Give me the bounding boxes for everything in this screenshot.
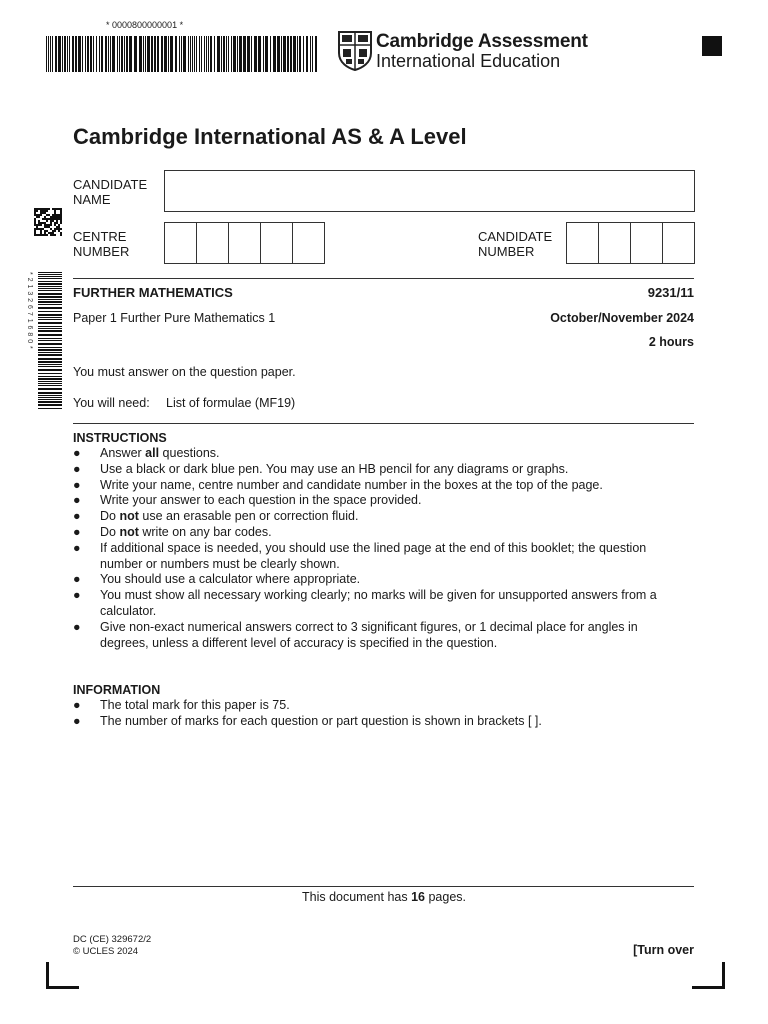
list-item [73, 572, 688, 588]
page-count-number: 16 [411, 890, 425, 904]
item-text: The number of marks for each question or part question is shown in brackets [ ]. [100, 713, 542, 728]
list-item [73, 462, 688, 478]
bullet-icon: ● [73, 493, 81, 508]
item-text: You must show all necessary working clearly; no marks will be given for unsupported answers from a calculator. [100, 588, 657, 618]
label-line: CANDIDATE [73, 177, 148, 192]
exam-duration: 2 hours [648, 335, 694, 349]
bullet-icon: ● [73, 588, 81, 603]
centre-number-boxes[interactable] [164, 222, 325, 264]
bullet-icon: ● [73, 461, 81, 476]
instructions-heading: INSTRUCTIONS [73, 431, 167, 445]
item-text: You should use a calculator where appropriate. [100, 572, 361, 587]
logo-line-1: Cambridge Assessment [376, 31, 588, 52]
bullet-icon: ● [73, 619, 81, 634]
bullet-icon: ● [73, 446, 81, 460]
information-list [73, 698, 688, 730]
list-item [73, 588, 688, 620]
emphasis: not [119, 509, 139, 524]
subject-name: FURTHER MATHEMATICS [73, 285, 233, 300]
digit-box[interactable] [663, 223, 694, 263]
information-section [73, 683, 688, 730]
side-code-text: * 2 1 3 2 6 7 1 6 8 0 * [26, 272, 33, 350]
need-label: You will need: [73, 396, 150, 410]
answer-note: You must answer on the question paper. [73, 365, 296, 379]
item-text: Answer [100, 446, 146, 460]
digit-box[interactable] [567, 223, 599, 263]
instructions-section [73, 431, 688, 651]
bullet-icon: ● [73, 524, 81, 539]
list-item [73, 478, 688, 494]
item-text: If additional space is needed, you should use the lined page at the end of this booklet; the question number or numbers must be clearly shown. [100, 540, 647, 571]
candidate-name-label [73, 177, 147, 207]
page-count-pre: This document has [301, 890, 412, 904]
digit-box[interactable] [599, 223, 631, 263]
divider [73, 278, 694, 279]
top-barcode [46, 36, 320, 72]
bullet-icon: ● [73, 698, 81, 712]
centre-number-label [73, 229, 129, 259]
registration-mark [702, 36, 722, 56]
turn-over: [Turn over [633, 943, 694, 957]
emphasis: all [145, 446, 160, 460]
instructions-list [73, 446, 688, 651]
footer-divider [73, 886, 694, 887]
list-item [73, 620, 688, 652]
item-text: Do [100, 524, 120, 539]
label-line: CENTRE [73, 229, 127, 244]
digit-box[interactable] [197, 223, 229, 263]
information-heading: INFORMATION [73, 683, 161, 697]
bullet-icon: ● [73, 477, 81, 492]
page-count-post: pages. [424, 890, 466, 904]
label-line: NAME [73, 192, 111, 207]
candidate-number-boxes[interactable] [566, 222, 695, 264]
list-item [73, 525, 688, 541]
side-barcode [30, 272, 62, 412]
item-text: Use a black or dark blue pen. You may use an HB pencil for any diagrams or graphs. [100, 461, 569, 476]
list-item [73, 698, 688, 714]
item-text: Give non-exact numerical answers correct to 3 significant figures, or 1 decimal place for angles in degrees, unless a different level of accuracy is specified in the question. [100, 619, 638, 650]
barcode-id: * 0000800000001 * [106, 20, 184, 30]
doc-code: DC (CE) 329672/2 [73, 934, 152, 945]
registration-corner-right [692, 962, 725, 989]
item-text: write on any bar codes. [138, 524, 272, 539]
label-line: NUMBER [73, 244, 130, 259]
list-item [73, 541, 688, 573]
item-text: questions. [159, 446, 220, 460]
digit-box[interactable] [293, 223, 324, 263]
item-text: The total mark for this paper is 75. [100, 698, 290, 712]
digit-box[interactable] [261, 223, 293, 263]
item-text: Write your name, centre number and candidate number in the boxes at the top of the page. [100, 477, 603, 492]
candidate-name-box[interactable] [164, 170, 695, 212]
exam-session: October/November 2024 [550, 311, 694, 325]
divider [73, 423, 694, 424]
qr-code [34, 208, 62, 236]
bullet-icon: ● [73, 572, 81, 587]
list-item [73, 493, 688, 509]
label-line: NUMBER [478, 244, 535, 259]
page-title: Cambridge International AS & A Level [73, 124, 467, 149]
label-line: CANDIDATE [478, 229, 553, 244]
cambridge-crest-logo [338, 31, 372, 71]
digit-box[interactable] [229, 223, 261, 263]
copyright: © UCLES 2024 [73, 946, 139, 957]
list-item [73, 446, 688, 462]
bullet-icon: ● [73, 713, 81, 728]
list-item [73, 509, 688, 525]
need-item: List of formulae (MF19) [166, 396, 296, 410]
logo-line-2: International Education [376, 51, 561, 71]
registration-corner-left [46, 962, 79, 989]
digit-box[interactable] [165, 223, 197, 263]
candidate-number-label [478, 229, 552, 259]
item-text: Do [100, 509, 120, 524]
item-text: Write your answer to each question in the space provided. [100, 493, 422, 508]
page-count [0, 890, 768, 904]
digit-box[interactable] [631, 223, 663, 263]
paper-code: 9231/11 [647, 285, 694, 300]
list-item [73, 714, 688, 730]
bullet-icon: ● [73, 509, 81, 524]
emphasis: not [119, 524, 139, 539]
bullet-icon: ● [73, 540, 81, 555]
item-text: use an erasable pen or correction fluid. [138, 509, 359, 524]
paper-title: Paper 1 Further Pure Mathematics 1 [73, 311, 276, 325]
